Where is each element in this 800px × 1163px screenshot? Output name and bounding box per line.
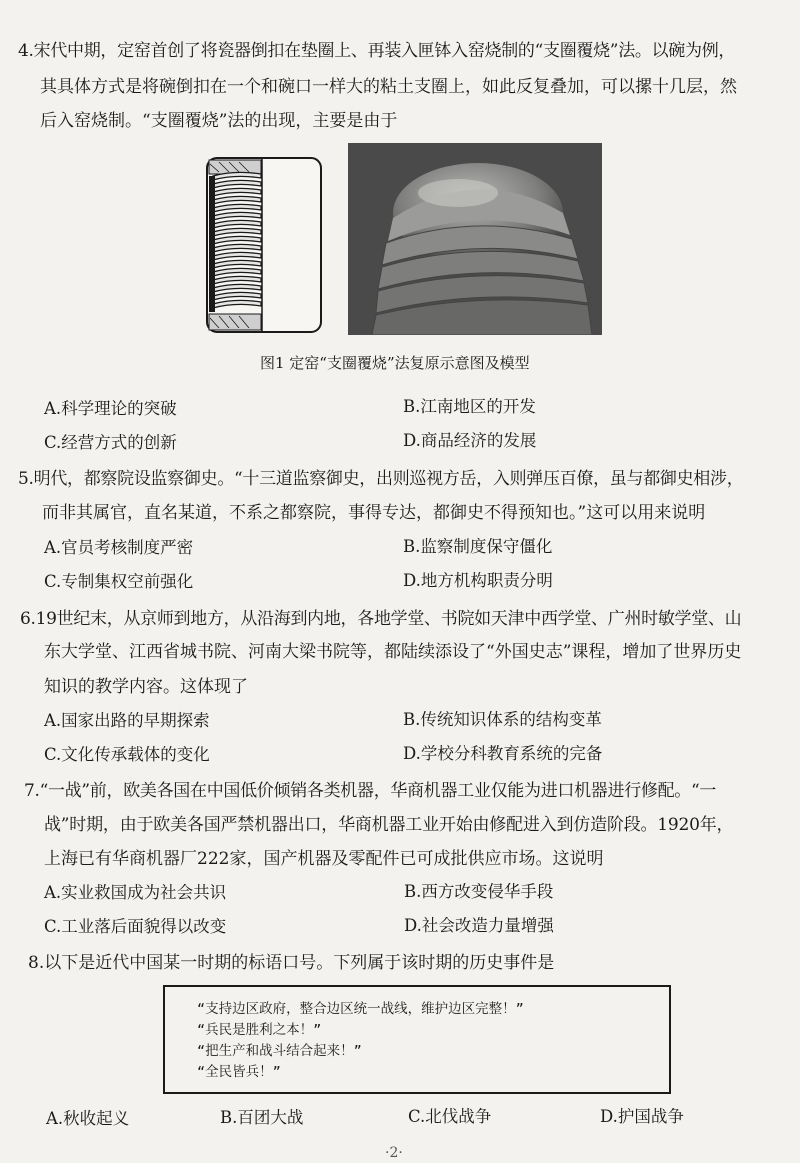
q7-option-c[interactable]: C.工业落后面貌得以改变 — [44, 917, 227, 936]
q5-option-a[interactable]: A.官员考核制度严密 — [44, 538, 194, 557]
q6-option-c[interactable]: C.文化传承载体的变化 — [44, 745, 210, 764]
q5-option-c[interactable]: C.专制集权空前强化 — [44, 572, 194, 591]
kiln-stacking-diagram — [205, 154, 327, 338]
q4-option-c[interactable]: C.经营方式的创新 — [44, 433, 177, 452]
q6-stem-line-3: 知识的教学内容。这体现了 — [44, 677, 248, 697]
figure-caption: 图1 定窑“支圈覆烧”法复原示意图及模型 — [260, 354, 530, 372]
slogan-1: “支持边区政府，整合边区统一战线，维护边区完整！” — [197, 1001, 524, 1017]
q8-option-b[interactable]: B.百团大战 — [220, 1108, 304, 1127]
q6-stem-line-1: 6.19世纪末，从京师到地方，从沿海到内地，各地学堂、书院如天津中西学堂、广州时敏学堂、山 — [20, 609, 742, 629]
q4-stem-line-2: 其具体方式是将碗倒扣在一个和碗口一样大的粘土支圈上，如此反复叠加，可以摞十几层，然 — [40, 77, 737, 97]
q5-option-d[interactable]: D.地方机构职责分明 — [403, 571, 553, 590]
q5-stem-line-2: 而非其属官，直名某道，不系之都察院，事得专达，都御史不得预知也。”这可以用来说明 — [42, 503, 706, 523]
q8-option-c[interactable]: C.北伐战争 — [408, 1107, 492, 1126]
q8-option-d[interactable]: D.护国战争 — [600, 1107, 684, 1126]
page-footer: ·2· — [385, 1145, 403, 1161]
q8-stem: 8.以下是近代中国某一时期的标语口号。下列属于该时期的历史事件是 — [28, 953, 555, 973]
q4-stem-line-3: 后入窑烧制。“支圈覆烧”法的出现，主要是由于 — [40, 111, 398, 131]
kiln-model-photo — [348, 143, 602, 335]
q6-option-d[interactable]: D.学校分科教育系统的完备 — [403, 744, 603, 763]
q6-stem-line-2: 东大学堂、江西省城书院、河南大梁书院等，都陆续添设了“外国史志”课程，增加了世界历史 — [44, 642, 742, 662]
q6-option-b[interactable]: B.传统知识体系的结构变革 — [403, 710, 602, 729]
slogan-3: “把生产和战斗结合起来！” — [197, 1043, 362, 1059]
q7-option-b[interactable]: B.西方改变侵华手段 — [404, 882, 554, 901]
q8-option-a[interactable]: A.秋收起义 — [46, 1109, 130, 1128]
q5-stem-line-1: 5.明代，都察院设监察御史。“十三道监察御史，出则巡视方岳，入则弹压百僚，虽与都御史相涉， — [18, 469, 744, 489]
q7-option-a[interactable]: A.实业救国成为社会共识 — [44, 883, 227, 902]
q7-stem-line-2: 战”时期，由于欧美各国严禁机器出口，华商机器工业开始由修配进入到仿造阶段。1920年， — [44, 815, 734, 835]
q7-stem-line-1: 7.“一战”前，欧美各国在中国低价倾销各类机器，华商机器工业仅能为进口机器进行修配。“一 — [24, 781, 717, 801]
q5-option-b[interactable]: B.监察制度保守僵化 — [403, 537, 553, 556]
q4-option-a[interactable]: A.科学理论的突破 — [44, 399, 177, 418]
q6-option-a[interactable]: A.国家出路的早期探索 — [44, 711, 210, 730]
q4-option-b[interactable]: B.江南地区的开发 — [403, 397, 536, 416]
slogan-2: “兵民是胜利之本！” — [197, 1022, 322, 1038]
slogan-box — [163, 985, 671, 1094]
q4-stem-line-1: 4.宋代中期，定窑首创了将瓷器倒扣在垫圈上、再装入匣钵入窑烧制的“支圈覆烧”法。以碗为例， — [18, 41, 736, 61]
q7-option-d[interactable]: D.社会改造力量增强 — [404, 916, 554, 935]
q7-stem-line-3: 上海已有华商机器厂222家，国产机器及零配件已可成批供应市场。这说明 — [44, 849, 604, 869]
slogan-4: “全民皆兵！” — [197, 1064, 281, 1080]
q4-option-d[interactable]: D.商品经济的发展 — [403, 431, 537, 450]
